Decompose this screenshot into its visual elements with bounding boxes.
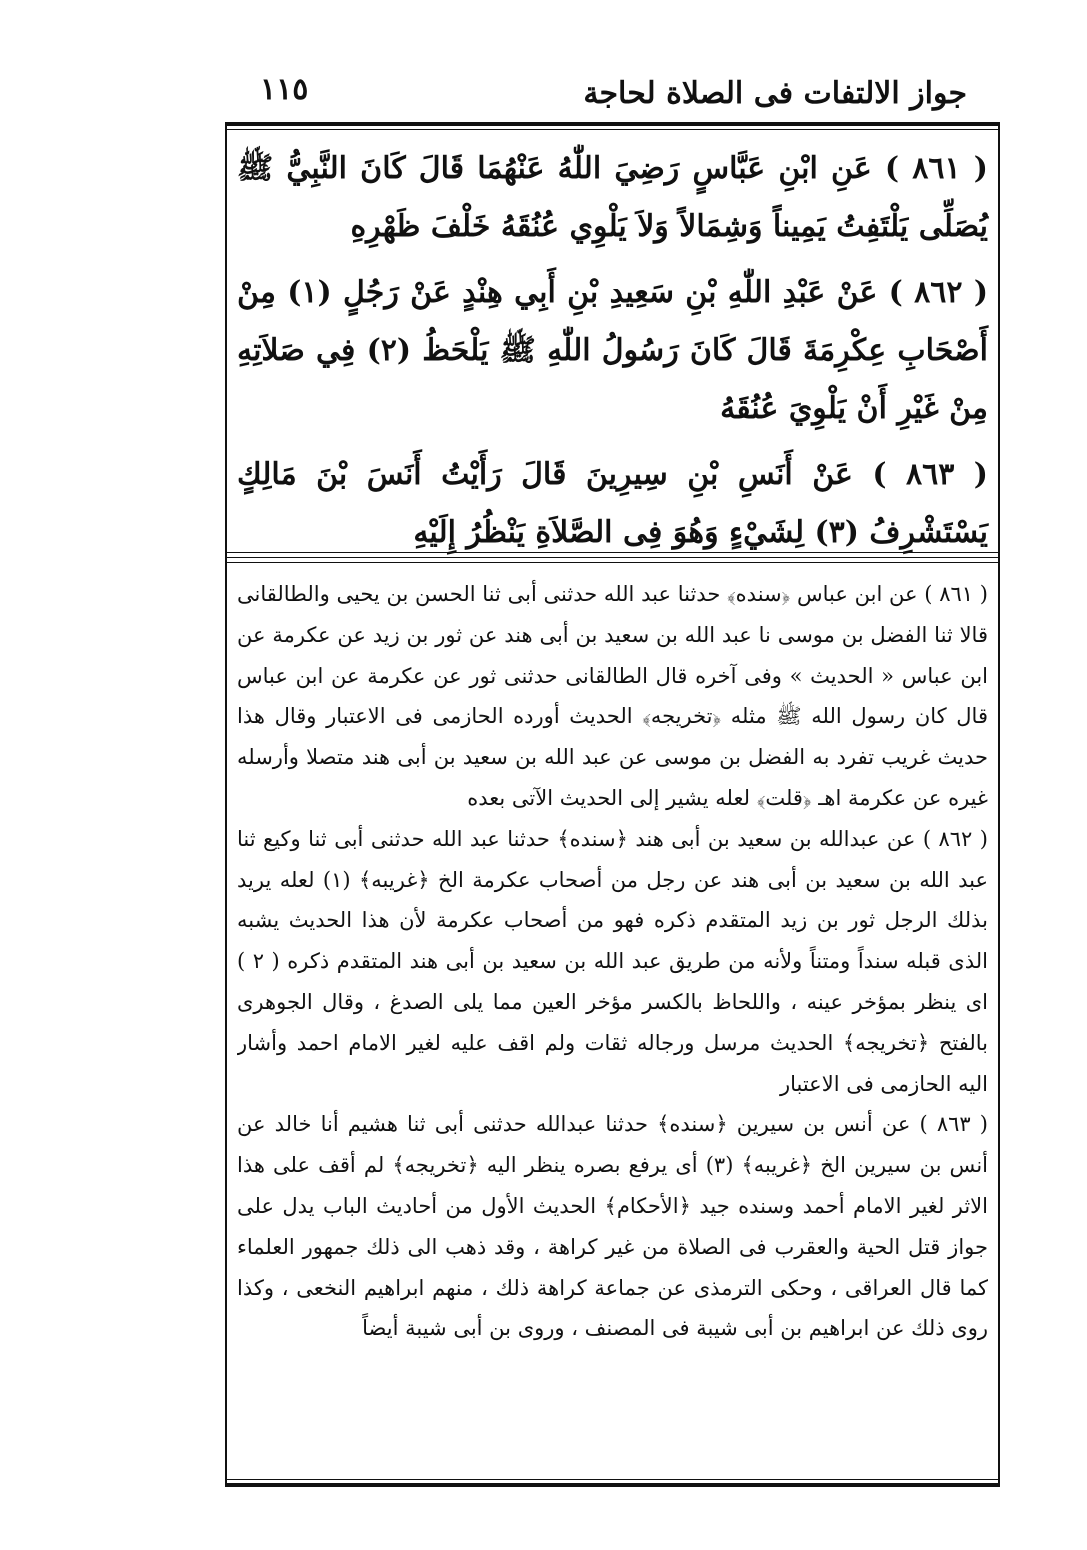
running-title: جواز الالتفات فى الصلاة لحاجة — [583, 76, 967, 111]
commentary-862: ( ٨٦٢ ) عن عبدالله بن سعيد بن أبى هند ﴿سنده﴾ حدثنا عبد الله حدثنى أبى ثنا وكيع ثنا عبد الله بن سعيد بن أبى هند عن رجل من أصحاب عكرمة الخ ﴿غريبه﴾ (١) لعله يريد بذلك الرجل ثور بن زيد المتقدم ذكره فهو من أصحاب عكرمة لأن هذا الحديث يشبه الذى قبله سنداً ومتناً ولأنه من طريق عبد الله بن سعيد بن أبى هند المتقدم ذكره ( ٢ ) اى ينظر بمؤخر عينه ، واللحاظ بالكسر مؤخر العين مما يلى الصدغ ، وقال الجوهرى بالفتح ﴿تخريجه﴾ الحديث مرسل ورجاله ثقات ولم اقف عليه لغير الامام احمد وأشار اليه الحازمى فى الاعتبار — [237, 826, 988, 1096]
frame-left-border — [225, 126, 227, 1483]
hadith-863: ( ٨٦٣ ) عَنْ أَنَسِ بْنِ سِيرِينَ قَالَ رَأَيْتُ أَنَسَ بْنَ مَالِكٍ يَسْتَشْرِفُ (٣) لِشَيْءٍ وَهُوَ فِى الصَّلاَةِ يَنْظُرُ إِلَيْهِ — [237, 457, 988, 550]
commentary-861: ( ٨٦١ ) عن ابن عباس ﴿سنده﴾ حدثنا عبد الله حدثنى أبى ثنا الحسن بن يحيى والطالقانى قالا ثنا الفضل بن موسى نا عبد الله بن سعيد بن أبى هند عن ثور بن زيد عن عكرمة عن ابن عباس « الحديث » وفى آخره قال الطالقانى حدثنى ثور عن عكرمة عن ابن عباس قال كان رسول الله ﷺ مثله ﴿تخريجه﴾ الحديث أورده الحازمى فى الاعتبار وقال هذا حديث غريب تفرد به الفضل بن موسى عن عبد الله بن سعيد بن أبى هند متصلا وأرسله غيره عن عكرمة اهـ ﴿قلت﴾ لعله يشير إلى الحديث الآتى بعده — [237, 582, 988, 810]
page-header — [230, 66, 967, 126]
commentary-863: ( ٨٦٣ ) عن أنس بن سيرين ﴿سنده﴾ حدثنا عبدالله حدثنى أبى ثنا هشيم أنا خالد عن أنس بن سيرين الخ ﴿غريبه﴾ (٣) أى يرفع بصره ينظر اليه ﴿تخريجه﴾ لم أقف على هذا الاثر لغير الامام أحمد وسنده جيد ﴿الأحكام﴾ الحديث الأول من أحاديث الباب يدل على جواز قتل الحية والعقرب فى الصلاة من غير كراهة ، وقد ذهب الى ذلك جمهور العلماء كما قال العراقى ، وحكى الترمذى عن جماعة كراهة ذلك ، منهم ابراهيم النخعى ، وكذا روى ذلك عن ابراهيم بن أبى شيبة فى المصنف ، وروى بن أبى شيبة أيضاً — [237, 1112, 988, 1341]
hadith-861: ( ٨٦١ ) عَنِ ابْنِ عَبَّاسٍ رَضِيَ اللّٰهُ عَنْهُمَا قَالَ كَانَ النَّبِيُّ ﷺ يُصَلِّى يَلْتَفِتُ يَمِيناً وَشِمَالاً وَلاَ يَلْوِي عُنُقَهُ خَلْفَ ظَهْرِهِ — [237, 151, 989, 244]
bottom-rule — [225, 1483, 1000, 1487]
commentary-section — [237, 574, 988, 1471]
hadith-862: ( ٨٦٢ ) عَنْ عَبْدِ اللّٰهِ بْنِ سَعِيدِ بْنِ أَبِي هِنْدٍ عَنْ رَجُلٍ (١) مِنْ أَصْحَابِ عِكْرِمَةَ قَالَ كَانَ رَسُولُ اللّٰهِ ﷺ يَلْحَظُ (٢) فِي صَلاَتِهِ مِنْ غَيْرِ أَنْ يَلْوِيَ عُنُقَهُ — [237, 275, 989, 426]
top-rule-thin — [225, 129, 1000, 130]
text-frame — [225, 122, 1000, 1487]
section-divider — [225, 552, 1000, 564]
hadith-texts — [237, 140, 988, 552]
bottom-rule-thin — [225, 1479, 1000, 1480]
frame-right-border — [998, 126, 1000, 1483]
page-number: ١١٥ — [260, 72, 309, 107]
top-rule — [225, 122, 1000, 126]
